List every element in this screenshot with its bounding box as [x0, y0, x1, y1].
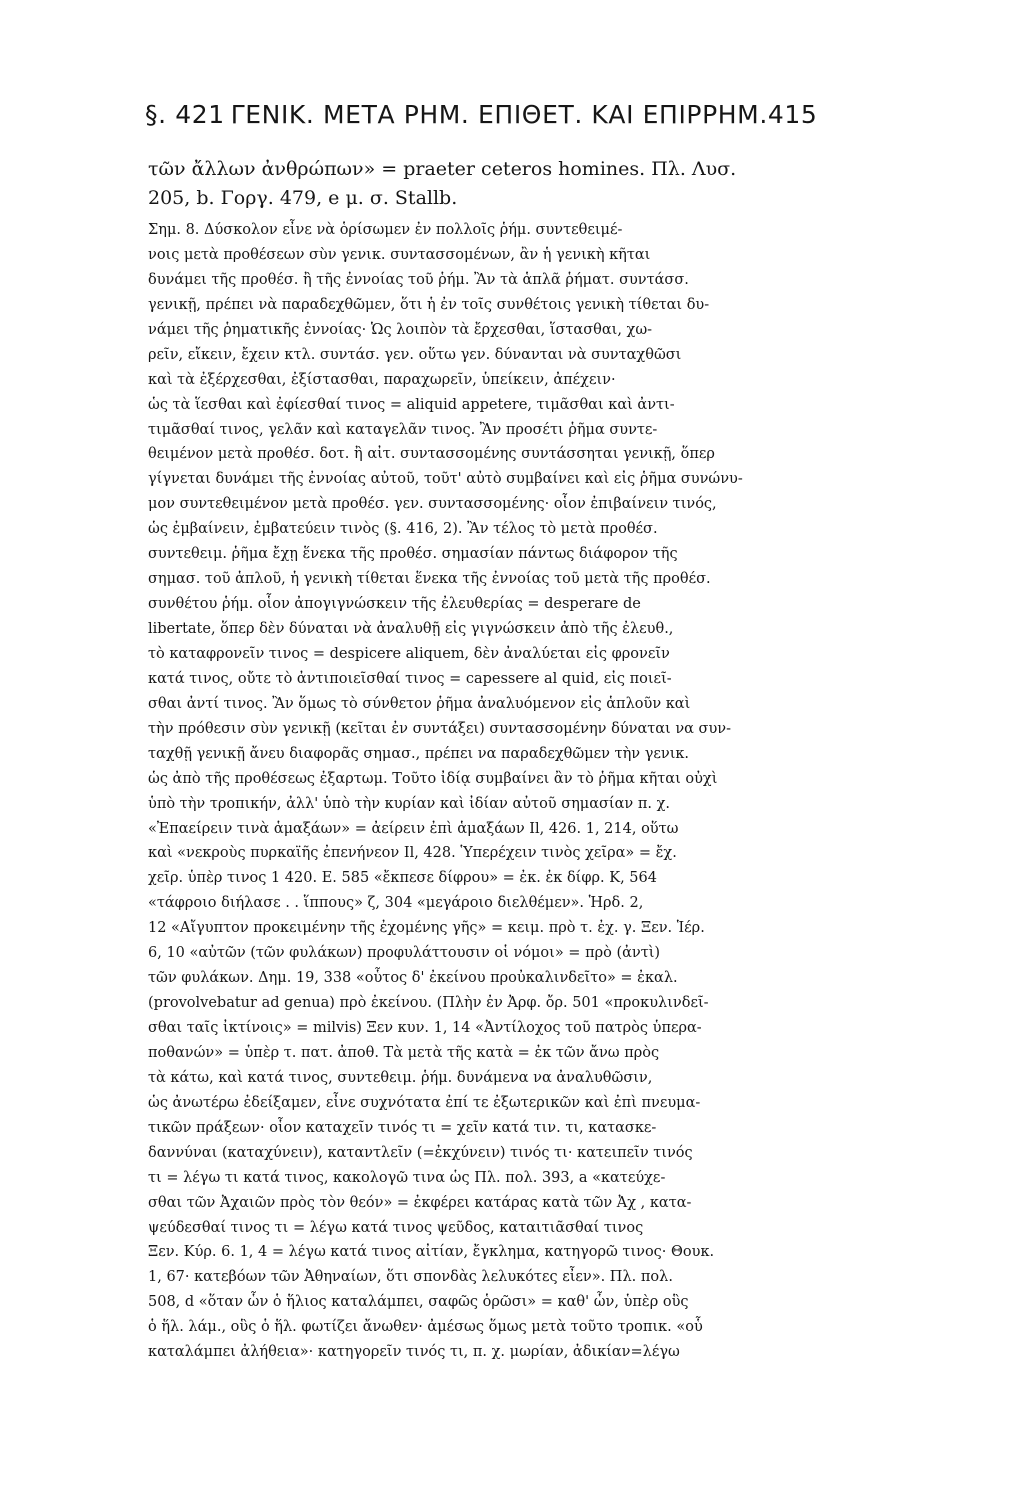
running-header: [145, 100, 817, 129]
body-line: συντεθειμ. ῥῆμα ἔχῃ ἕνεκα τῆς προθέσ. σημασίαν πάντως διάφορον τῆς: [148, 546, 678, 563]
body-line: Σημ. 8. Δύσκολον εἶνε νὰ ὁρίσωμεν ἐν πολλοῖς ῥήμ. συντεθειμέ-: [148, 222, 623, 238]
body-line: τῶν φυλάκων. Δημ. 19, 338 «οὗτος δ' ἐκείνου προὐκαλινδεῖτο» = ἐκαλ.: [148, 970, 678, 987]
body-line: «τάφροιο διήλασε . . ἵππους» ζ, 304 «μεγάροιο διελθέμεν». Ἡρδ. 2,: [148, 895, 644, 912]
body-line: σθαι ἀντί τινος. Ἂν ὅμως τὸ σύνθετον ῥῆμα ἀναλυόμενον εἰς ἁπλοῦν καὶ: [148, 695, 691, 712]
body-line: ὡς ἀνωτέρω ἐδείξαμεν, εἶνε συχνότατα ἐπί τε ἐξωτερικῶν καὶ ἐπὶ πνευμα-: [148, 1094, 701, 1111]
body-line: ὡς ἀπὸ τῆς προθέσεως ἐξαρτωμ. Τοῦτο ἰδίᾳ συμβαίνει ἂν τὸ ῥῆμα κῆται οὐχὶ: [148, 770, 718, 787]
body-line: σημασ. τοῦ ἁπλοῦ, ἡ γενικὴ τίθεται ἕνεκα τῆς ἐννοίας τοῦ μετὰ τῆς προθέσ.: [148, 571, 711, 588]
body-line: καὶ «νεκροὺς πυρκαϊῆς ἐπενήνεον Il, 428. Ὑπερέχειν τινὸς χεῖρα» = ἔχ.: [148, 845, 677, 862]
running-title: ΓΕΝΙΚ. ΜΕΤΑ ΡΗΜ. ΕΠΙΘΕΤ. ΚΑΙ ΕΠΙΡΡΗΜ.: [230, 100, 768, 129]
body-line: 12 «Αἴγυπτον προκειμένην τῆς ἐχομένης γῆς» = κειμ. πρὸ τ. ἐχ. γ. Ξεν. Ἱέρ.: [148, 920, 705, 937]
body-line: τιμᾶσθαί τινος, γελᾶν καὶ καταγελᾶν τινος. Ἂν προσέτι ῥῆμα συντε-: [148, 421, 658, 438]
body-line: Ξεν. Κύρ. 6. 1, 4 = λέγω κατά τινος αἰτίαν, ἔγκλημα, κατηγορῶ τινος· Θουκ.: [148, 1244, 715, 1261]
body-line: 1, 67· κατεβόων τῶν Ἀθηναίων, ὅτι σπονδὰς λελυκότες εἶεν». Πλ. πολ.: [148, 1269, 673, 1286]
body-line: ταχθῇ γενικῇ ἄνευ διαφορᾶς σημασ., πρέπει να παραδεχθῶμεν τὴν γενικ.: [148, 745, 690, 762]
body-line: τὴν πρόθεσιν σὺν γενικῇ (κεῖται ἐν συντάξει) συντασσομένην δύναται να συν-: [148, 720, 731, 737]
body-line: γίγνεται δυνάμει τῆς ἐννοίας αὐτοῦ, τοῦτ' αὐτὸ συμβαίνει καὶ εἰς ῥῆμα συνώνυ-: [148, 471, 743, 488]
body-line: ψεύδεσθαί τινος τι = λέγω κατά τινος ψεῦδος, καταιτιᾶσθαί τινος: [148, 1219, 644, 1236]
note-body: [148, 218, 818, 1365]
body-line: libertate, ὅπερ δὲν δύναται νὰ ἀναλυθῇ εἰς γιγνώσκειν ἀπὸ τῆς ἐλευθ.,: [148, 621, 674, 637]
body-line: τικῶν πράξεων· οἷον καταχεῖν τινός τι = χεῖν κατά τιν. τι, κατασκε-: [148, 1119, 657, 1136]
body-line: ὡς τὰ ἵεσθαι καὶ ἐφίεσθαί τινος = aliquid appetere, τιμᾶσθαι καὶ ἀντι-: [148, 396, 675, 413]
body-line: ὑπὸ τὴν τροπικήν, ἀλλ' ὑπὸ τὴν κυρίαν καὶ ἰδίαν αὐτοῦ σημασίαν π. χ.: [148, 795, 670, 812]
section-number: §. 421: [145, 100, 225, 129]
body-line: κατά τινος, οὔτε τὸ ἀντιποιεῖσθαί τινος = capessere al quid, εἰς ποιεῖ-: [148, 670, 672, 687]
body-line: 6, 10 «αὐτῶν (τῶν φυλάκων) προφυλάττουσιν οἱ νόμοι» = πρὸ (ἀντὶ): [148, 945, 661, 962]
body-line: σθαι ταῖς ἰκτίνοις» = milvis) Ξεν κυν. 1, 14 «Ἀντίλοχος τοῦ πατρὸς ὑπερα-: [148, 1020, 702, 1036]
body-line: γενικῇ, πρέπει νὰ παραδεχθῶμεν, ὅτι ἡ ἐν τοῖς συνθέτοις γενικὴ τίθεται δυ-: [148, 296, 710, 313]
body-line: 508, d «ὅταν ὧν ὁ ἥλιος καταλάμπει, σαφῶς ὁρῶσι» = καθ' ὧν, ὑπὲρ οὓς: [148, 1294, 689, 1311]
body-line: «Ἐπαείρειν τινὰ ἁμαξάων» = ἀείρειν ἐπὶ ἁμαξάων Il, 426. 1, 214, οὕτω: [148, 820, 679, 837]
body-line: χεῖρ. ὑπὲρ τινος 1 420. Ε. 585 «ἔκπεσε δίφρου» = ἐκ. ἐκ δίφρ. Κ, 564: [148, 870, 657, 887]
body-line: καὶ τὰ ἐξέρχεσθαι, ἐξίστασθαι, παραχωρεῖν, ὑπείκειν, ἀπέχειν·: [148, 371, 616, 388]
continued-text: [148, 155, 818, 213]
body-line: δαννύναι (καταχύνειν), καταντλεῖν (=ἐκχύνειν) τινός τι· κατειπεῖν τινός: [148, 1144, 693, 1161]
body-line: ρεῖν, εἴκειν, ἔχειν κτλ. συντάσ. γεν. οὕτω γεν. δύνανται νὰ συνταχθῶσι: [148, 346, 682, 363]
body-line: σθαι τῶν Ἀχαιῶν πρὸς τὸν θεόν» = ἐκφέρει κατάρας κατὰ τῶν Ἀχ , κατα-: [148, 1194, 692, 1211]
body-line: δυνάμει τῆς προθέσ. ἢ τῆς ἐννοίας τοῦ ῥήμ. Ἂν τὰ ἁπλᾶ ῥήματ. συντάσσ.: [148, 271, 689, 288]
body-line: νάμει τῆς ῥηματικῆς ἐννοίας· Ὡς λοιπὸν τὰ ἔρχεσθαι, ἵστασθαι, χω-: [148, 321, 653, 338]
body-line: τὸ καταφρονεῖν τινος = despicere aliquem, δὲν ἀναλύεται εἰς φρονεῖν: [148, 645, 670, 662]
body-line: τὰ κάτω, καὶ κατά τινος, συντεθειμ. ῥήμ. δυνάμενα να ἀναλυθῶσιν,: [148, 1069, 653, 1086]
body-line: ὁ ἥλ. λάμ., οὓς ὁ ἥλ. φωτίζει ἄνωθεν· ἀμέσως ὅμως μετὰ τοῦτο τροπικ. «οὗ: [148, 1319, 703, 1336]
page-number: 415: [767, 100, 818, 129]
text-line: 205, b. Γοργ. 479, e μ. σ. Stallb.: [148, 187, 458, 209]
body-line: καταλάμπει ἀλήθεια»· κατηγορεῖν τινός τι, π. χ. μωρίαν, ἀδικίαν=λέγω: [148, 1344, 680, 1361]
body-line: συνθέτου ῥήμ. οἷον ἀπογιγνώσκειν τῆς ἐλευθερίας = desperare de: [148, 596, 641, 613]
body-line: μον συντεθειμένον μετὰ προθέσ. γεν. συντασσομένης· οἷον ἐπιβαίνειν τινός,: [148, 496, 717, 513]
text-line: τῶν ἄλλων ἀνθρώπων» = praeter ceteros homines. Πλ. Λυσ.: [148, 158, 737, 180]
body-line: θειμένον μετὰ προθέσ. δοτ. ἢ αἰτ. συντασσομένης συντάσσηται γενικῇ, ὅπερ: [148, 446, 715, 463]
body-line: νοις μετὰ προθέσεων σὺν γενικ. συντασσομένων, ἂν ἡ γενικὴ κῆται: [148, 246, 651, 263]
body-line: ποθανών» = ὑπὲρ τ. πατ. ἀποθ. Τὰ μετὰ τῆς κατὰ = ἐκ τῶν ἄνω πρὸς: [148, 1044, 660, 1061]
body-line: ὡς ἐμβαίνειν, ἐμβατεύειν τινὸς (§. 416, 2). Ἂν τέλος τὸ μετὰ προθέσ.: [148, 521, 658, 538]
body-line: (provolvebatur ad genua) πρὸ ἐκείνου. (Πλὴν ἐν Ἀρφ. ὄρ. 501 «προκυλινδεῖ-: [148, 995, 709, 1012]
body-line: τι = λέγω τι κατά τινος, κακολογῶ τινα ὡς Πλ. πολ. 393, a «κατεύχε-: [148, 1169, 666, 1186]
